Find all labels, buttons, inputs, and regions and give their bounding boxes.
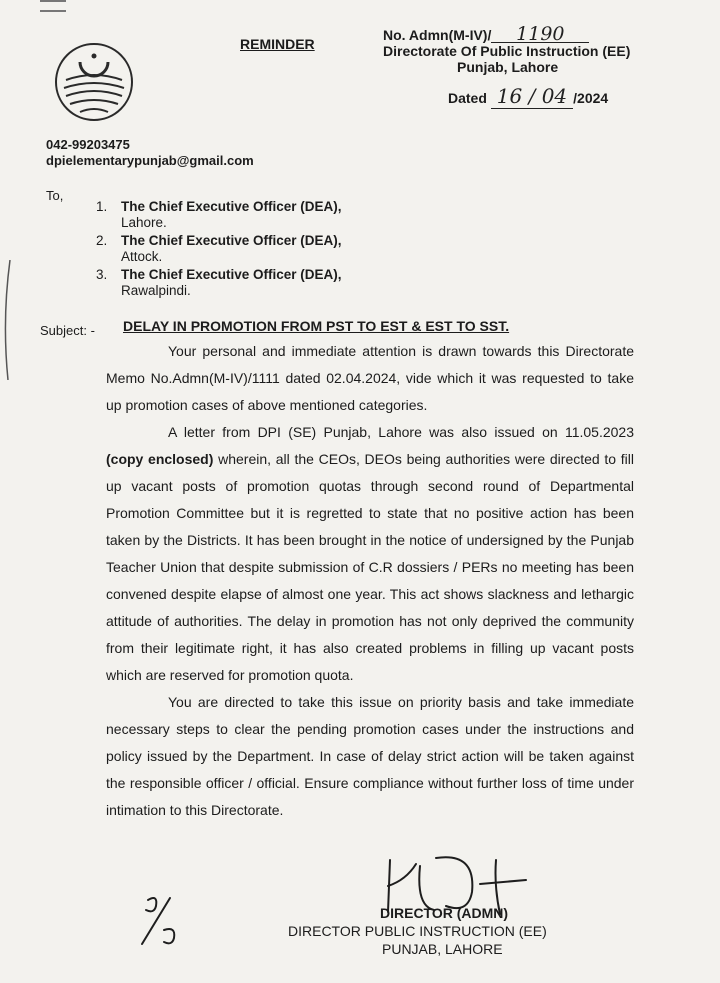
date-line: [448, 84, 608, 109]
email-address: dpielementarypunjab@gmail.com: [46, 153, 254, 168]
copy-enclosed-note: (copy enclosed): [106, 451, 214, 467]
body-paragraph-2-part-a: A letter from DPI (SE) Punjab, Lahore was also issued on 11.05.2023: [168, 424, 634, 440]
office-name: Directorate Of Public Instruction (EE): [383, 43, 631, 59]
signature-block: [288, 904, 547, 958]
addressee-list: [96, 199, 342, 301]
reference-prefix: No. Admn(M-IV)/: [383, 27, 492, 43]
dated-year: /2024: [573, 90, 609, 106]
addressee-item: [96, 267, 342, 299]
subject-label: Subject: -: [40, 323, 95, 338]
office-city: Punjab, Lahore: [457, 59, 559, 75]
signatory-city: PUNJAB, LAHORE: [382, 941, 503, 957]
addressee-number: 1.: [96, 199, 108, 214]
signatory-office: DIRECTOR PUBLIC INSTRUCTION (EE): [288, 923, 547, 939]
reference-number-line: [383, 23, 630, 45]
addressee-title: The Chief Executive Officer (DEA),: [121, 233, 342, 248]
letter-body: [106, 338, 634, 824]
initial-mark-icon: [136, 892, 182, 948]
addressee-place: Rawalpindi.: [121, 283, 191, 298]
body-paragraph-2: [106, 419, 634, 689]
addressee-number: 2.: [96, 233, 108, 248]
addressee-item: [96, 199, 342, 231]
contact-block: [46, 137, 254, 169]
staple-mark: [40, 0, 66, 12]
addressee-title: The Chief Executive Officer (DEA),: [121, 199, 342, 214]
body-paragraph-3: You are directed to take this issue on priority basis and take immediate necessary steps to clear the pending promotion cases under the instructions and policy issued by the Department. In case of delay strict action will be taken against the responsible officer / official. Ensure compliance without further loss of time under intimation to this Directorate.: [106, 694, 634, 818]
addressee-number: 3.: [96, 267, 108, 282]
body-paragraph-1: Your personal and immediate attention is drawn towards this Directorate Memo No.Admn(M-IV)/1111 dated 02.04.2024, vide which it was requested to take up promotion cases of above mentioned categories.: [106, 343, 634, 413]
addressee-place: Attock.: [121, 249, 163, 264]
addressee-place: Lahore.: [121, 215, 167, 230]
signatory-designation: DIRECTOR (ADMN): [380, 905, 509, 921]
phone-number: 042-99203475: [46, 137, 130, 152]
to-label: To,: [46, 188, 64, 203]
reference-number-handwritten: 1190: [491, 26, 589, 43]
dated-label: Dated: [448, 90, 487, 106]
document-title: REMINDER: [240, 36, 315, 52]
body-paragraph-2-part-b: wherein, all the CEOs, DEOs being authorities were directed to fill up vacant posts of promotion quotas through second round of Departmental Promotion Committee but it is regretted to state that no positive action has been taken by the Districts. It has been brought in the notice of undersigned by the Punjab Teacher Union that despite submission of C.R dossiers / PERs no meeting has been convened despite elapse of almost one year. This act shows slackness and lethargic attitude of authorities. The delay in promotion has not only deprived the community from their legitimate right, it has also created problems in filling up vacant posts which are reserved for promotion quota.: [106, 451, 635, 683]
subject-text: DELAY IN PROMOTION FROM PST TO EST & EST TO SST.: [123, 318, 510, 334]
reference-block: [383, 23, 631, 75]
punjab-government-emblem-icon: [52, 40, 136, 124]
addressee-title: The Chief Executive Officer (DEA),: [121, 267, 342, 282]
paper-edge-shadow: [0, 260, 12, 380]
dated-value-handwritten: 16 / 04: [491, 84, 573, 109]
addressee-item: [96, 233, 342, 265]
